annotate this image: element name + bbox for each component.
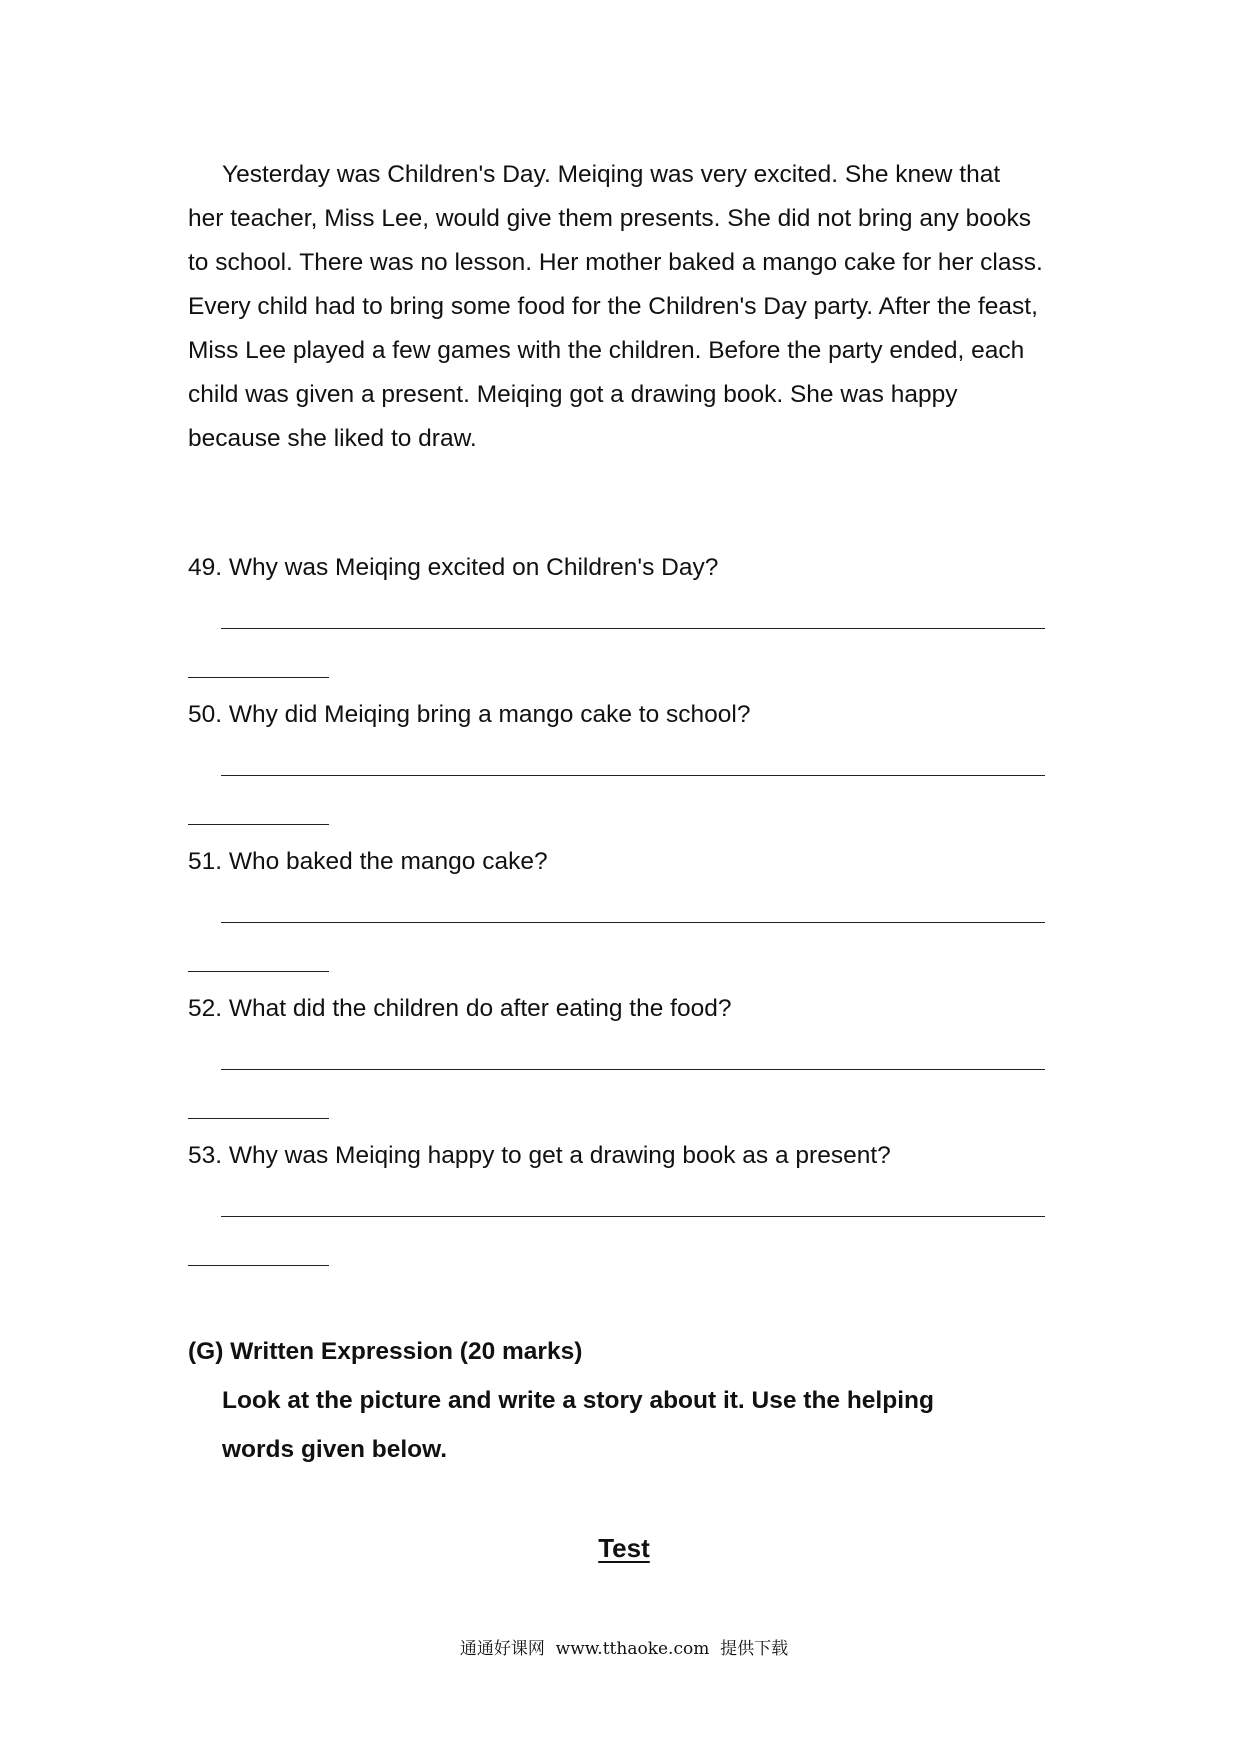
section-heading: (G) Written Expression (20 marks) xyxy=(188,1338,583,1365)
passage-line: her teacher, Miss Lee, would give them presents. She did not bring any books xyxy=(188,205,1032,232)
passage-line: Miss Lee played a few games with the children. Before the party ended, each xyxy=(188,337,1025,364)
answer-line[interactable] xyxy=(221,1069,1045,1070)
answer-line[interactable] xyxy=(221,775,1045,776)
answer-line-continuation[interactable] xyxy=(188,824,329,825)
instruction-line: words given below. xyxy=(222,1436,448,1463)
answer-line-continuation[interactable] xyxy=(188,1118,329,1119)
passage-line: to school. There was no lesson. Her mother baked a mango cake for her class. xyxy=(188,249,1043,276)
answer-line[interactable] xyxy=(221,1216,1045,1217)
instruction-line: Look at the picture and write a story about it. Use the helping xyxy=(222,1387,934,1414)
question-text: 52. What did the children do after eating the food? xyxy=(188,995,732,1022)
passage-line: because she liked to draw. xyxy=(188,425,477,452)
question-text: 53. Why was Meiqing happy to get a drawing book as a present? xyxy=(188,1142,891,1169)
footer-credit: 通通好课网 www.tthaoke.com 提供下载 xyxy=(459,1639,789,1659)
test-title: Test xyxy=(598,1533,650,1563)
answer-line-continuation[interactable] xyxy=(188,971,329,972)
passage-line: child was given a present. Meiqing got a drawing book. She was happy xyxy=(188,381,958,408)
passage-line: Every child had to bring some food for the Children's Day party. After the feast, xyxy=(188,293,1038,320)
passage-line: Yesterday was Children's Day. Meiqing was very excited. She knew that xyxy=(222,161,1001,188)
answer-line-continuation[interactable] xyxy=(188,677,329,678)
answer-line-continuation[interactable] xyxy=(188,1265,329,1266)
answer-line[interactable] xyxy=(221,922,1045,923)
question-text: 51. Who baked the mango cake? xyxy=(188,848,548,875)
question-text: 49. Why was Meiqing excited on Children's Day? xyxy=(188,554,719,581)
answer-line[interactable] xyxy=(221,628,1045,629)
question-text: 50. Why did Meiqing bring a mango cake to school? xyxy=(188,701,751,728)
